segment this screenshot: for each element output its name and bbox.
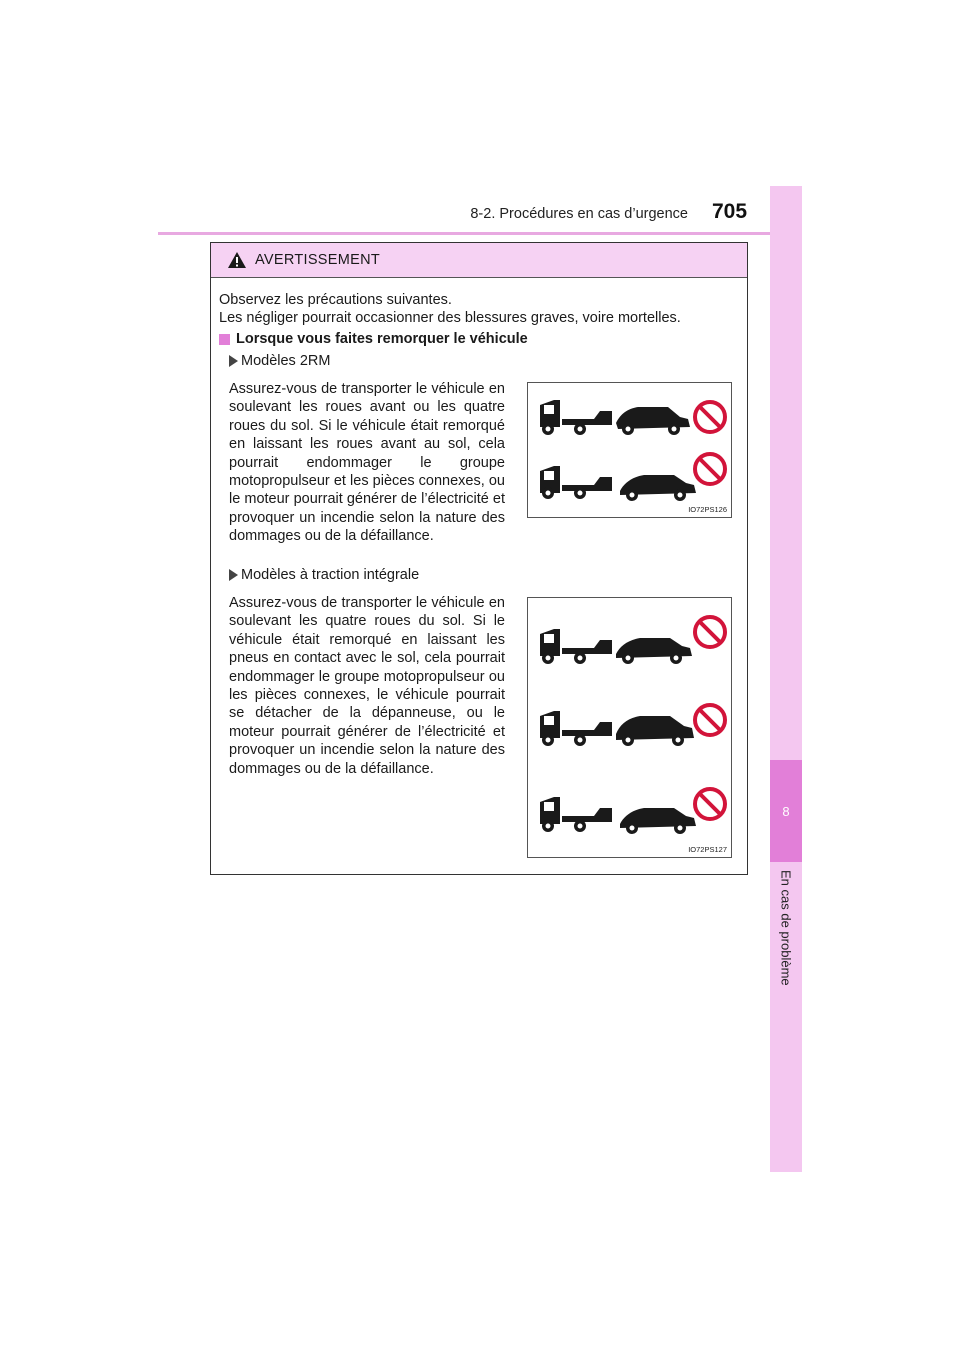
- chapter-number-tab: 8: [770, 760, 802, 862]
- figure-awd: [527, 597, 732, 858]
- square-bullet-icon: [219, 334, 230, 345]
- model-2rm-label: Modèles 2RM: [241, 353, 331, 369]
- model-awd-text: Assurez-vous de transporter le véhicule en soulevant les quatre roues du sol. Si le véhicule était remorqué en laissant les pneus en contact avec le sol, cela pourrait endommager le groupe motopropulseur ou les pièces connexes, le véhicule pourrait se détacher de la dépanneuse, ou le moteur pourrait générer de l’électricité et provoquer un incendie selon la nature des dommages ou de la défaillance.: [229, 595, 505, 777]
- warning-intro: [219, 291, 739, 327]
- model-2rm-heading: [229, 353, 330, 369]
- warning-header: [211, 243, 747, 278]
- tow-illustration-2rm: [528, 383, 731, 517]
- prohibited-icon: [695, 705, 725, 735]
- intro-line-1: Observez les précautions suivantes.: [219, 292, 452, 308]
- warning-title: AVERTISSEMENT: [255, 252, 381, 268]
- chapter-label: En cas de problème: [778, 870, 794, 986]
- tow-truck-icon: [540, 629, 692, 664]
- model-awd-label: Modèles à traction intégrale: [241, 567, 420, 583]
- figure-code: IO72PS127: [688, 845, 727, 854]
- section-title: 8-2. Procédures en cas d’urgence: [470, 206, 688, 222]
- tow-illustration-awd: [528, 598, 731, 857]
- prohibited-icon: [695, 402, 725, 432]
- header-rule: [158, 232, 801, 235]
- tow-truck-icon: [540, 400, 690, 435]
- prohibited-icon: [695, 454, 725, 484]
- chapter-side-tab: [770, 186, 802, 1172]
- figure-code: IO72PS126: [688, 505, 727, 514]
- prohibited-icon: [695, 617, 725, 647]
- model-2rm-text: Assurez-vous de transporter le véhicule en soulevant les roues avant ou les quatre roues du sol. Si le véhicule était remorqué en laissant les roues avant au sol, cela pourrait endommager le groupe motopropulseur et les pièces connexes, ou le moteur pourrait générer de l’électricité et provoquer un incendie selon la nature des dommages ou de la défaillance.: [229, 381, 505, 545]
- triangle-bullet-icon: [229, 569, 238, 581]
- tow-truck-icon: [540, 466, 696, 501]
- bullet-heading-text: Lorsque vous faites remorquer le véhicule: [236, 331, 528, 347]
- intro-line-2: Les négliger pourrait occasionner des blessures graves, voire mortelles.: [219, 310, 681, 326]
- tow-truck-icon: [540, 797, 696, 834]
- warning-triangle-icon: [227, 251, 247, 269]
- bullet-heading: [219, 331, 528, 347]
- triangle-bullet-icon: [229, 355, 238, 367]
- page-number: 705: [712, 200, 748, 223]
- model-awd-heading: [229, 567, 419, 583]
- warning-box: [210, 242, 748, 875]
- prohibited-icon: [695, 789, 725, 819]
- tow-truck-icon: [540, 711, 694, 746]
- figure-2rm: [527, 382, 732, 518]
